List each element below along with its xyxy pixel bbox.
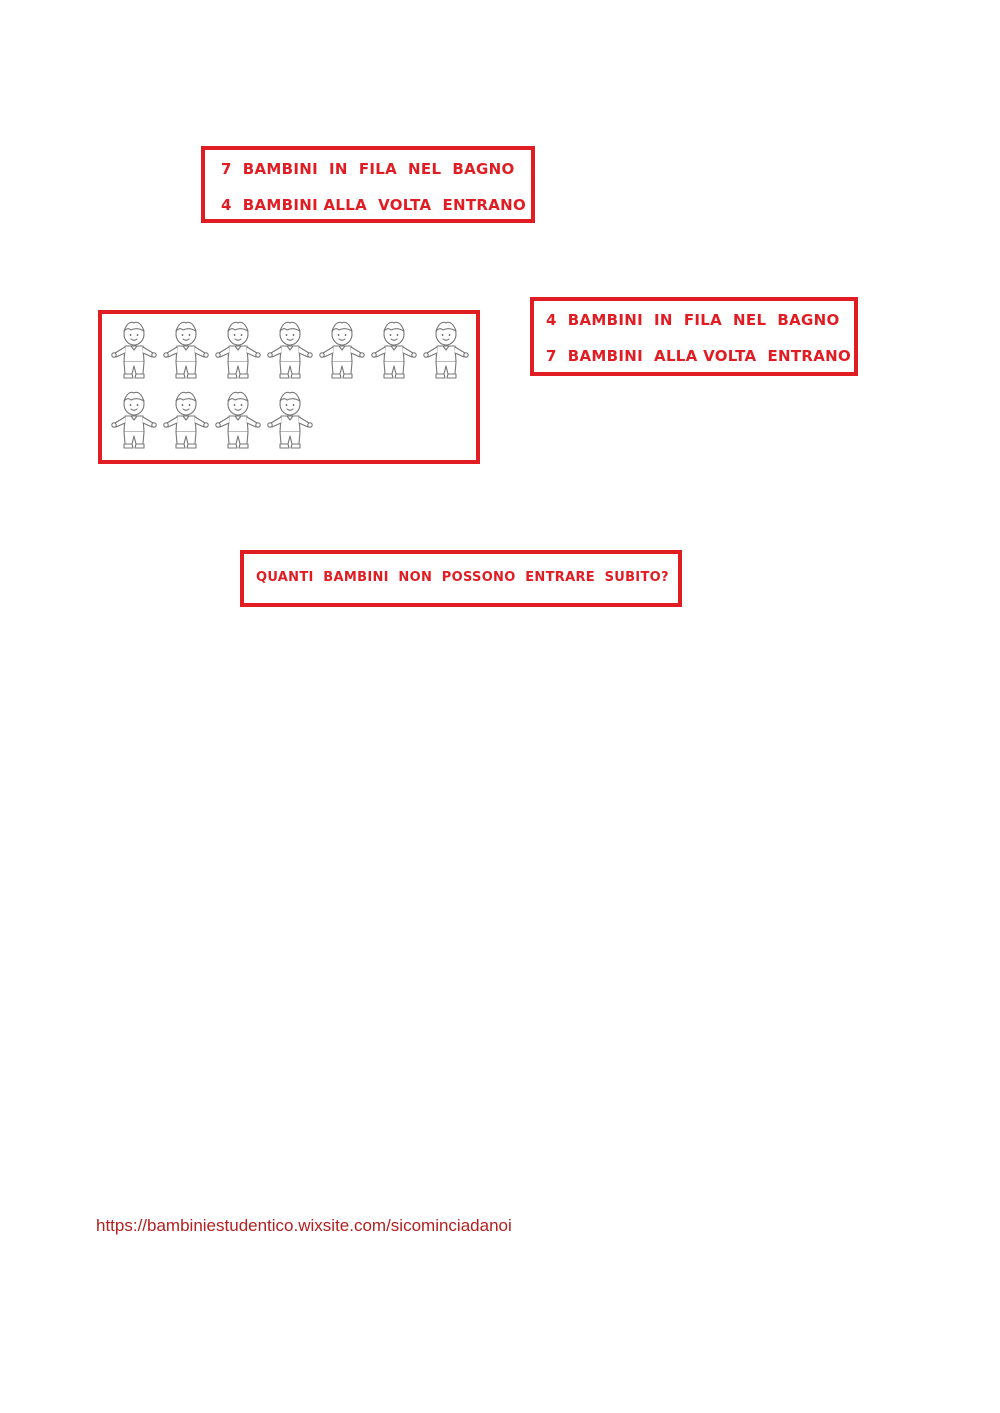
child-figure (216, 392, 260, 448)
problem-box-2-line-1: 4 BAMBINI IN FILA NEL BAGNO (546, 311, 840, 329)
footer-url-link[interactable]: https://bambiniestudentico.wixsite.com/sicominciadanoi (96, 1216, 512, 1235)
problem-box-1-line-1: 7 BAMBINI IN FILA NEL BAGNO (221, 160, 515, 178)
child-figure (320, 322, 364, 378)
child-figure (164, 392, 208, 448)
children-illustration-box (98, 310, 480, 464)
child-figure (112, 392, 156, 448)
problem-box-2[interactable] (530, 297, 858, 376)
children-illustration (102, 314, 476, 460)
question-text: QUANTI BAMBINI NON POSSONO ENTRARE SUBITO? (256, 570, 669, 585)
child-figure (216, 322, 260, 378)
child-figure (424, 322, 468, 378)
child-figure (268, 322, 312, 378)
child-figure (372, 322, 416, 378)
question-box[interactable] (240, 550, 682, 607)
child-figure (268, 392, 312, 448)
problem-box-1-line-2: 4 BAMBINI ALLA VOLTA ENTRANO (221, 196, 527, 214)
child-figure (112, 322, 156, 378)
problem-box-2-line-2: 7 BAMBINI ALLA VOLTA ENTRANO (546, 347, 852, 365)
child-figure (164, 322, 208, 378)
problem-box-1[interactable] (201, 146, 535, 223)
